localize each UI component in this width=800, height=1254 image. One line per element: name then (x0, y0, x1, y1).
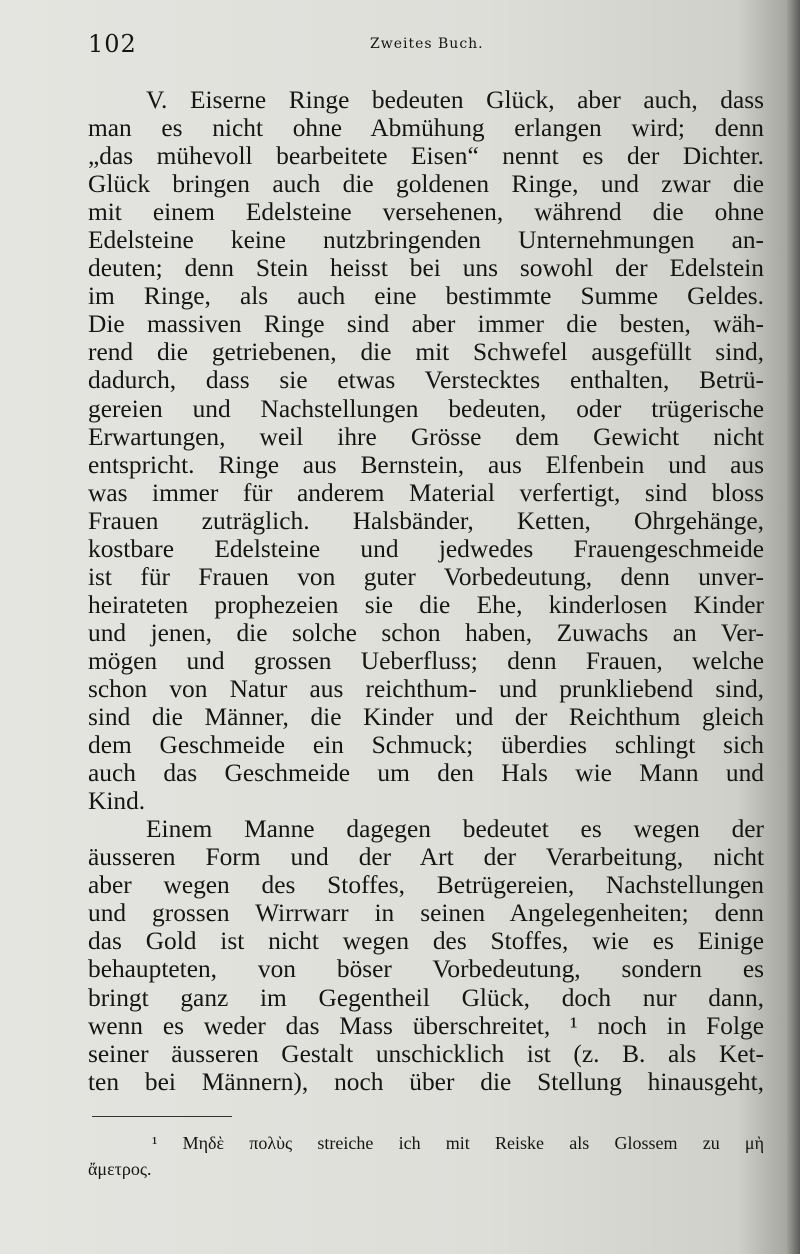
body-text (88, 86, 764, 1096)
text-line: Die massiven Ringe sind aber immer die besten, wäh- (88, 310, 764, 339)
text-line: im Ringe, als auch eine bestimmte Summe Geldes. (88, 282, 764, 311)
text-line: dem Geschmeide ein Schmuck; überdies schlingt sich (88, 731, 764, 760)
text-line: entspricht. Ringe aus Bernstein, aus Elfenbein und aus (88, 450, 764, 479)
text-line: schon von Natur aus reichthum- und prunkliebend sind, (88, 674, 764, 703)
text-line: heirateten prophezeien sie die Ehe, kinderlosen Kinder (88, 590, 764, 619)
page-number: 102 (88, 30, 137, 58)
text-line: ist für Frauen von guter Vorbedeutung, denn unver- (88, 562, 764, 591)
text-line: wenn es weder das Mass überschreitet, ¹ noch in Folge (88, 1011, 764, 1040)
text-line: gereien und Nachstellungen bedeuten, oder trügerische (88, 394, 764, 423)
text-line: aber wegen des Stoffes, Betrügereien, Nachstellungen (88, 871, 764, 900)
text-line: und jenen, die solche schon haben, Zuwachs an Ver- (88, 618, 764, 647)
text-line: und grossen Wirrwarr in seinen Angelegenheiten; denn (88, 899, 764, 928)
text-line: mit einem Edelsteine versehenen, während die ohne (88, 198, 764, 227)
text-line: behaupteten, von böser Vorbedeutung, sondern es (88, 955, 764, 984)
text-line: mögen und grossen Ueberfluss; denn Frauen, welche (88, 646, 764, 675)
text-line: Glück bringen auch die goldenen Ringe, und zwar die (88, 170, 764, 199)
text-line: rend die getriebenen, die mit Schwefel ausgefüllt sind, (88, 338, 764, 367)
text-line: Einem Manne dagegen bedeutet es wegen der (146, 815, 764, 844)
text-line: dadurch, dass sie etwas Verstecktes enthalten, Betrü- (88, 366, 764, 395)
text-line: V. Eiserne Ringe bedeuten Glück, aber auch, dass (146, 86, 764, 114)
text-line: Erwartungen, weil ihre Grösse dem Gewicht nicht (88, 422, 764, 451)
text-line: sind die Männer, die Kinder und der Reichthum gleich (88, 703, 764, 732)
text-line: man es nicht ohne Abmühung erlangen wird; denn (88, 114, 764, 143)
running-head: Zweites Buch. (370, 36, 484, 52)
text-line: das Gold ist nicht wegen des Stoffes, wie es Einige (88, 927, 764, 956)
footnote-line: ¹ Μηδὲ πολὺς streiche ich mit Reiske als Glossem zu μὴ (152, 1133, 764, 1153)
text-line: kostbare Edelsteine und jedwedes Frauengeschmeide (88, 534, 764, 563)
text-line: äusseren Form und der Art der Verarbeitung, nicht (88, 843, 764, 872)
text-line: Frauen zuträglich. Halsbänder, Ketten, Ohrgehänge, (88, 506, 764, 535)
text-line: „das mühevoll bearbeitete Eisen“ nennt es der Dichter. (88, 142, 764, 171)
footnote (88, 1130, 764, 1182)
footnote-line: ἄμετρος. (88, 1159, 152, 1179)
text-line: auch das Geschmeide um den Hals wie Mann und (88, 759, 764, 788)
text-line: deuten; denn Stein heisst bei uns sowohl der Edelstein (88, 254, 764, 283)
page-header (88, 30, 760, 70)
text-line: Edelsteine keine nutzbringenden Unternehmungen an- (88, 226, 764, 255)
text-line: was immer für anderem Material verfertigt, sind bloss (88, 478, 764, 507)
text-line: bringt ganz im Gegentheil Glück, doch nur dann, (88, 983, 764, 1012)
text-line: Kind. (88, 787, 146, 816)
text-line: seiner äusseren Gestalt unschicklich ist (z. B. als Ket- (88, 1039, 764, 1068)
footnote-divider (92, 1116, 232, 1117)
text-line: ten bei Männern), noch über die Stellung hinausgeht, (88, 1067, 764, 1096)
